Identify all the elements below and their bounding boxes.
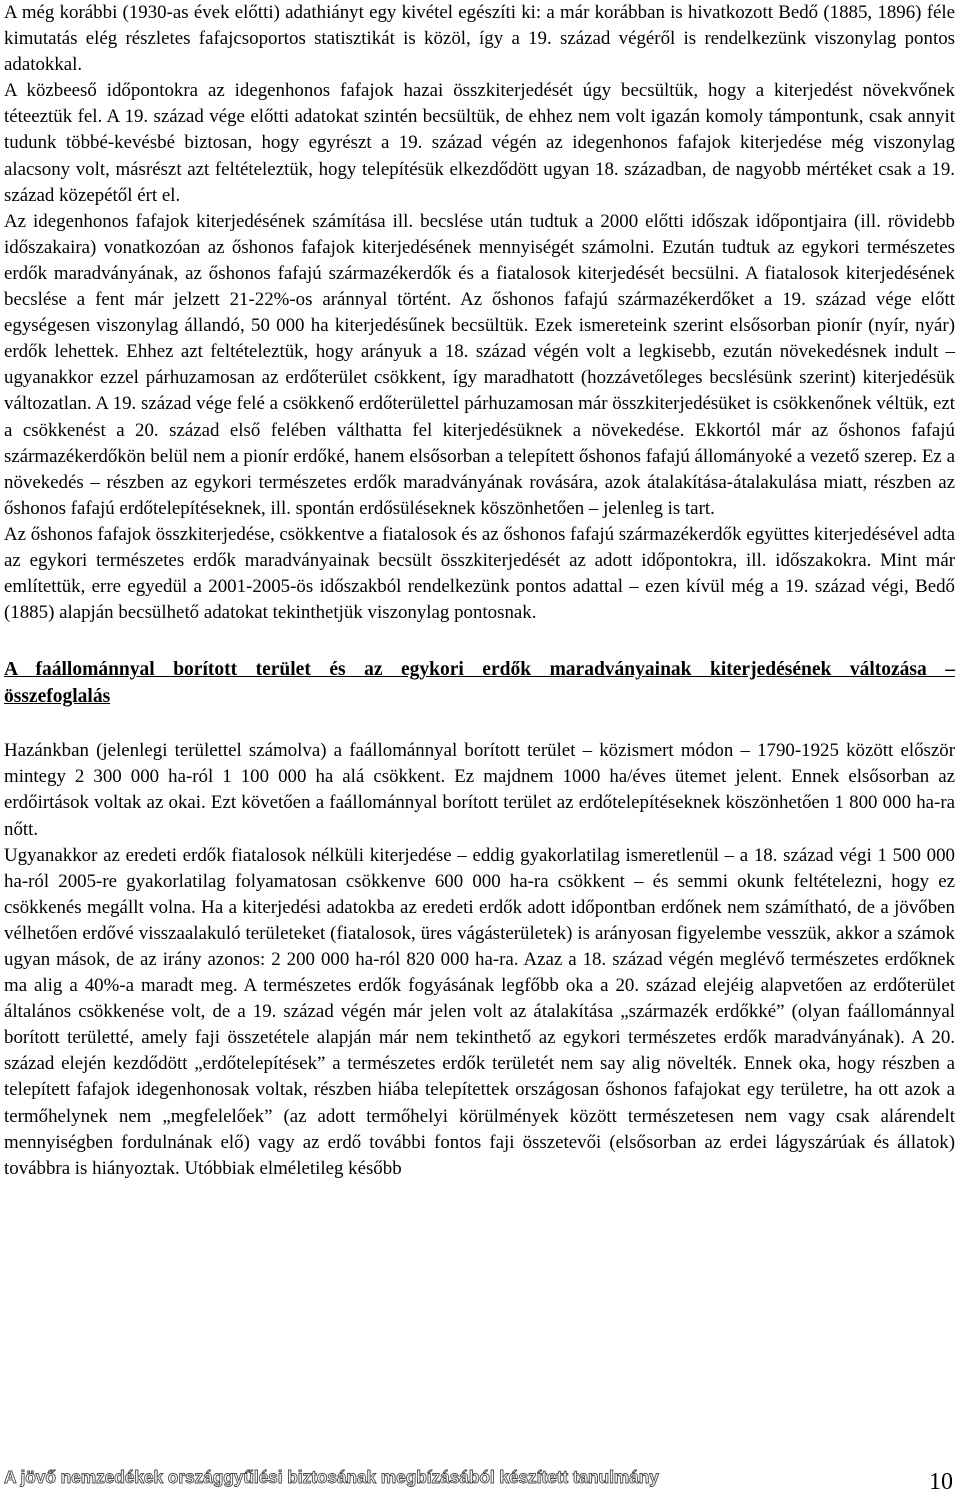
paragraph: Hazánkban (jelenlegi területtel számolva) a faállománnyal borított terület – közismert módon – 1790-1925 között először mintegy 2 300 000 ha-ról 1 100 000 ha alá csökkent. Ez majdnem 1000 ha/éves ütemet jelent. Ennek elsősorban az erdőirtások voltak az okai. Ezt követően a faállománnyal borított terület az erdőtelepítéseknek köszönhetően 1 800 000 ha-ra nőtt.: [4, 740, 955, 840]
paragraph: Ugyanakkor az eredeti erdők fiatalosok nélküli kiterjedése – eddig gyakorlatilag ismeretlenül – a 18. század végi 1 500 000 ha-ról 2005-re gyakorlatilag folyamatosan csökkenve 600 000 ha-ra csökkent – és semmi okunk feltételezni, hogy ez csökkenés megállt volna. Ha a kiterjedési adatokba az eredeti erdők adott időpontban erdőnek nem számítható, de a jövőben vélhetően erdővé visszaalakuló területeket (fiatalosok, üres vágásterületek) is arányosan figyelembe vesszük, akkor a számok ugyan mások, de az irány azonos: 2 200 000 ha-ról 820 000 ha-ra. Azaz a 18. század végén meglévő természetes erdőknek ma alig a 40%-a maradt meg. A természetes erdők fogyásának legfőbb oka a 20. század elejéig alapvetően az erdőterület általános csökkenése volt, de a 19. század végén már jelen volt az átalakítása „származék erdőkké” (olyan faállománnyal borított területté, amely faji összetétele alapján már nem tekinthető az egykori természetes erdők maradványának). A 20. század elején kezdődött „erdőtelepítések” a természetes erdők területét nem say alig növelték. Ennek oka, hogy részben a telepített fafajok idegenhonosak voltak, részben hiába telepítettek országosan őshonos fafajokat egy területre, ha ott azok a termőhelynek nem „megfelelőek” (az adott termőhelyi körülmények között természetesen nem vagy csak alárendelt mennyiségben fordulnának elő) vagy az erdő további fontos faji összetevői (elsősorban az erdei lágyszárúak és állatok) továbbra is hiányoztak. Utóbbiak elméletileg később: [4, 844, 955, 1179]
footer-text: A jövő nemzedékek országgyűlési biztosának megbízásából készített tanulmány: [4, 1467, 659, 1487]
paragraph: A még korábbi (1930-as évek előtti) adathiányt egy kivétel egészíti ki: a már korábban is hivatkozott Bedő (1885, 1896) féle kimutatás elég részletes fafajcsoportos statisztikát is közöl, így a 19. század végéről is rendelkezünk viszonylag pontos adatokkal.: [4, 2, 955, 76]
document-page: [4, 0, 955, 1182]
page-footer: [4, 1466, 955, 1495]
paragraph: A közbeeső időpontokra az idegenhonos fafajok hazai összkiterjedését úgy becsültük, hogy a kiterjedést növekvőnek téteeztük fel. A 19. század vége előtti adatokat szintén becsültük, de ehhez nem volt igazán komoly támpontunk, csak annyit tudunk többé-kevésbé biztosan, hogy egyrészt a 19. század végén az idegenhonos fafajok kiterjedése még viszonylag alacsony volt, másrészt azt feltételeztük, hogy telepítésük elkezdődött ugyan 18. században, de nagyobb mértéket csak a 19. század közepétől ért el.: [4, 80, 955, 206]
section-heading: A faállománnyal borított terület és az egykori erdők maradványainak kiterjedésének változása – összefoglalás: [4, 659, 955, 707]
paragraph: Az őshonos fafajok összkiterjedése, csökkentve a fiatalosok és az őshonos fafajú származékerdők együttes kiterjedésével adta az egykori természetes erdők maradványainak becsült összkiterjedését az adott időpontokra, ill. időszakokra. Mint már említettük, erre egyedül a 2001-2005-ös időszakból rendelkezünk pontos adattal – ezen kívül még a 19. század végi, Bedő (1885) alapján becsülhető adatokat tekinthetjük viszonylag pontosnak.: [4, 523, 955, 624]
paragraph: Az idegenhonos fafajok kiterjedésének számítása ill. becslése után tudtuk a 2000 előtti időszak időpontjaira (ill. rövidebb időszakaira) vonatkozóan az őshonos fafajok kiterjedésének mennyiségét számolni. Ezután tudtuk az egykori természetes erdők maradványának, az őshonos fafajú származékerdők és a fiatalosok kiterjedését becsülni. A fiatalosok kiterjedésének becslése a fent már jelzett 21-22%-os aránnyal történt. Az őshonos fafajú származékerdőket a 19. század vége előtt egységesen viszonylag állandó, 50 000 ha kiterjedésűnek becsültük. Ezek ismereteink szerint elsősorban pionír (nyír, nyár) erdők lehettek. Ehhez azt feltételeztük, hogy arányuk a 18. század végén volt a legkisebb, ezután növekedésnek indult – ugyanakkor ezzel párhuzamosan az erdőterület csökkent, így maradhatott (hozzávetőleges becslésünk szerint) kiterjedésük változatlan. A 19. század vége felé a csökkenő erdőterülettel párhuzamosan már összkiterjedésüket is csökkenőnek véltük, ezt a csökkenést a 20. század első felében válthatta fel kiterjedésüknek a növekedése. Ekkortól már az őshonos fafajú származékerdőkön belül nem a pionír erdőké, hanem elsősorban a telepített őshonos fafajú állományoké a vezető szerep. Ez a növekedés – részben az egykori természetes erdők maradványának rovására, azok átalakítása-átalakulása miatt, részben az őshonos fafajú erdőtelepítéseknek, ill. spontán erdősüléseknek köszönhetően – jelenleg is tart.: [4, 210, 955, 519]
page-number: 10: [929, 1469, 953, 1495]
